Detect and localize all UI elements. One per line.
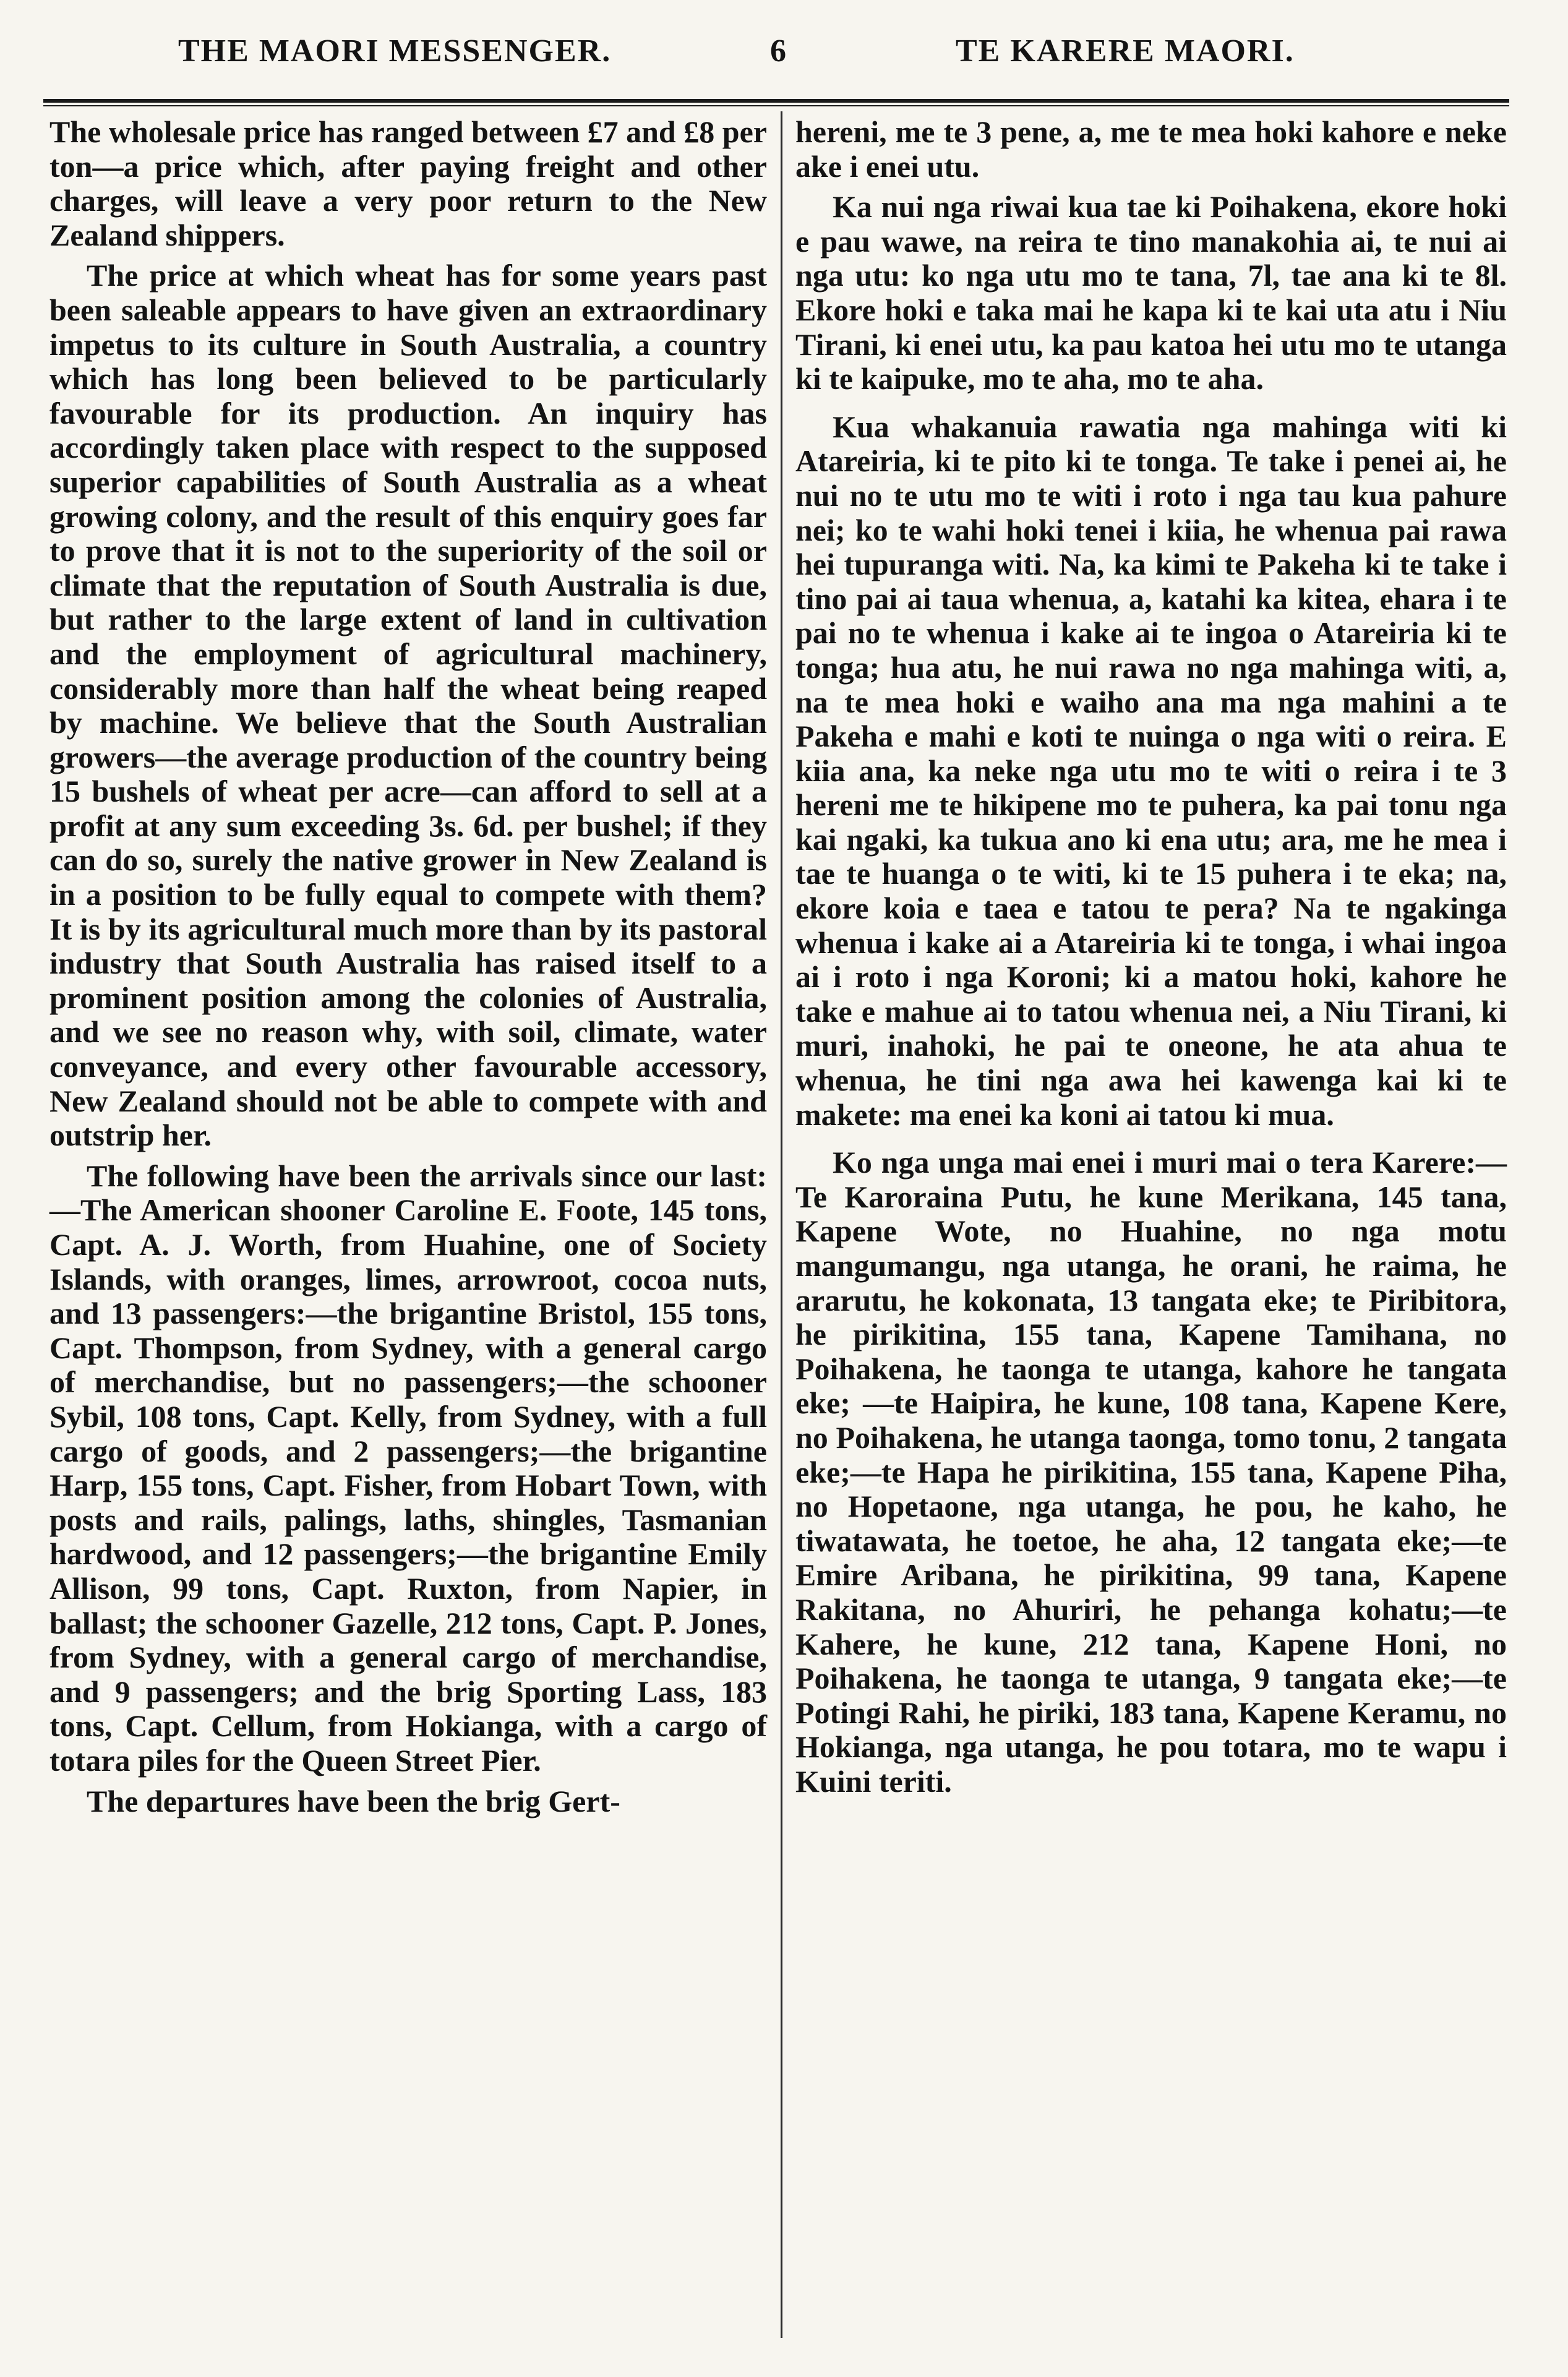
english-paragraph-departures: The departures have been the brig Gert- (87, 1783, 620, 1818)
maori-paragraph-price: herenі, me te 3 pene, a, me te mea hoki kahore e neke ake i enei utu. (795, 114, 1507, 184)
column-divider (781, 111, 782, 2338)
english-paragraph-wheat: The price at which wheat has for some years past been saleable appears to have given an extraordinary impetus to its culture in South Australia, a country which has long been believed to be particularly favourable for its production. An inquiry has accordingly taken place with respect to the supposed superior capabilities of South Australia as a wheat growing colony, and the result of this enquiry goes far to prove that it is not to the superiority of the soil or climate that the reputation of South Australia is due, but rather to the large extent of land in cultivation and the employment of agricultural machinery, considerably more than half the wheat being reaped by machine. We believe that the South Australian growers—the average production of the country being 15 bushels of wheat per acre—can afford to sell at a profit at any sum exceeding 3s. 6d. per bushel; if they can do so, surely the native grower in New Zealand is in a position to be fully equal to compete with them? It is by its agricultural much more than by its pastoral industry that South Australia has raised itself to a prominent position among the colonies of Australia, and we see no reason why, with soil, climate, water conveyance, and every other favourable accessory, New Zealand should not be able to compete with and outstrip her. (49, 258, 767, 1153)
masthead (0, 24, 1568, 79)
masthead-english-title: THE MAORI MESSENGER. (178, 33, 612, 69)
maori-paragraph-arrivals: Ko nga unga mai enei i muri mai o tera Karere:—Te Karoraina Putu, he kune Merikana, 145 tana, Kapene Wote, no Huahine, no nga motu mangumangu, nga utanga, he orani, he raima, he ararutu, he kokonata, 13 tangata eke; te Piribitora, he pirikitina, 155 tana, Kapene Tamihana, no Poihakena, he taonga te utanga, kahore he tangata eke; —te Haipira, he kune, 108 tana, Kapene Kere, no Poihakena, he utanga taonga, tomo tonu, 2 tangata eke;—te Hapa he pirikitina, 155 tana, Kapene Piha, no Hopetaone, nga utanga, he pou, he kaho, he tiwatawata, he toetoe, he aha, 12 tangata eke;—te Emire Aribana, he pirikitina, 99 tana, Kapene Rakitana, no Ahuriri, he pehanga kohatu;—te Kahere, he kune, 212 tana, Kapene Honi, no Poihakena, he taonga te utanga, 9 tangata eke;—te Potingi Rahi, he piriki, 183 tana, Kapene Keramu, no Hokianga, nga utanga, he pou totara, mo te wapu i Kuini teriti. (795, 1145, 1507, 1799)
header-rule-thin (43, 105, 1509, 106)
english-paragraph-arrivals: The following have been the arrivals since our last:—The American shooner Caroline E. Foote, 145 tons, Capt. A. J. Worth, from Huahine, one of Society Islands, with oranges, limes, arrowroot, cocoa nuts, and 13 passengers:—the brigantine Bristol, 155 tons, Capt. Thompson, from Sydney, with a general cargo of merchandise, but no passengers;—the schooner Sybil, 108 tons, Capt. Kelly, from Sydney, with a full cargo of goods, and 2 passengers;—the brigantine Harp, 155 tons, Capt. Fisher, from Hobart Town, with posts and rails, palings, laths, shingles, Tasmanian hardwood, and 12 passengers;—the brigantine Emily Allison, 99 tons, Capt. Ruxton, from Napier, in ballast; the schooner Gazelle, 212 tons, Capt. P. Jones, from Sydney, with a general cargo of merchandise, and 9 passengers; and the brig Sporting Lass, 183 tons, Capt. Cellum, from Hokianga, with a cargo of totara piles for the Queen Street Pier. (49, 1158, 767, 1778)
english-column (49, 115, 767, 1818)
english-paragraph-price: The wholesale price has ranged between £7 and £8 per ton—a price which, after paying freight and other charges, will leave a very poor return to the New Zealand shippers. (49, 114, 767, 252)
page-number: 6 (770, 33, 787, 69)
maori-column (795, 115, 1507, 1799)
maori-paragraph-potatoes: Ka nui nga riwai kua tae ki Poihakena, ekore hoki e pau wawe, na reira te tino manakohia ai, te nui ai nga utu: ko nga utu mo te tana, 7l, tae ana ki te 8l. Ekore hoki e taka mai he kapa ki te kai uta atu i Niu Tirani, ki enei utu, ka pau katoa hei utu mo te utanga ki te kaipuke, mo te aha, mo te aha. (795, 189, 1507, 396)
maori-paragraph-wheat: Kua whakanuia rawatia nga mahinga witi ki Atareiria, ki te pito ki te tonga. Te take i penei ai, he nui no te utu mo te witi i roto i nga tau kua pahure nei; ko te wahi hoki tenei i kiia, he whenua pai rawa hei tupuranga witi. Na, ka kimi te Pakeha ki te take i tino pai ai taua whenua, a, katahi ka kitea, ehara i te pai no te whenua i kake ai te ingoa o Atareiria ki te tonga; hua atu, he nui rawa no nga mahinga witi, a, na te mea hoki e waiho ana ma nga mahini a te Pakeha e mahi e koti te nuinga o nga witi o reira. E kiia ana, ka neke nga utu mo te witi o reira i te 3 herenі me te hikipene mo te puhera, ka pai tonu nga kai ngaki, ka tukua ano ki ena utu; ara, me he mea i tae te huanga o te witi, ki te 15 puhera i te eka; na, ekore koia e taea e tatou te pera? Na te ngakinga whenua i kake ai a Atareiria ki te tonga, i whai ingoa ai i roto i nga Koroni; ki a matou hoki, kahore he take e mahue ai to tatou whenua nei, a Niu Tirani, ki muri, inahoki, he pai te oneone, he ata ahua te whenua, he tini nga awa hei kawenga kai ki te makete: ma enei ka koni ai tatou ki mua. (795, 409, 1507, 1132)
masthead-maori-title: TE KARERE MAORI. (956, 33, 1295, 69)
header-rule (43, 99, 1509, 103)
